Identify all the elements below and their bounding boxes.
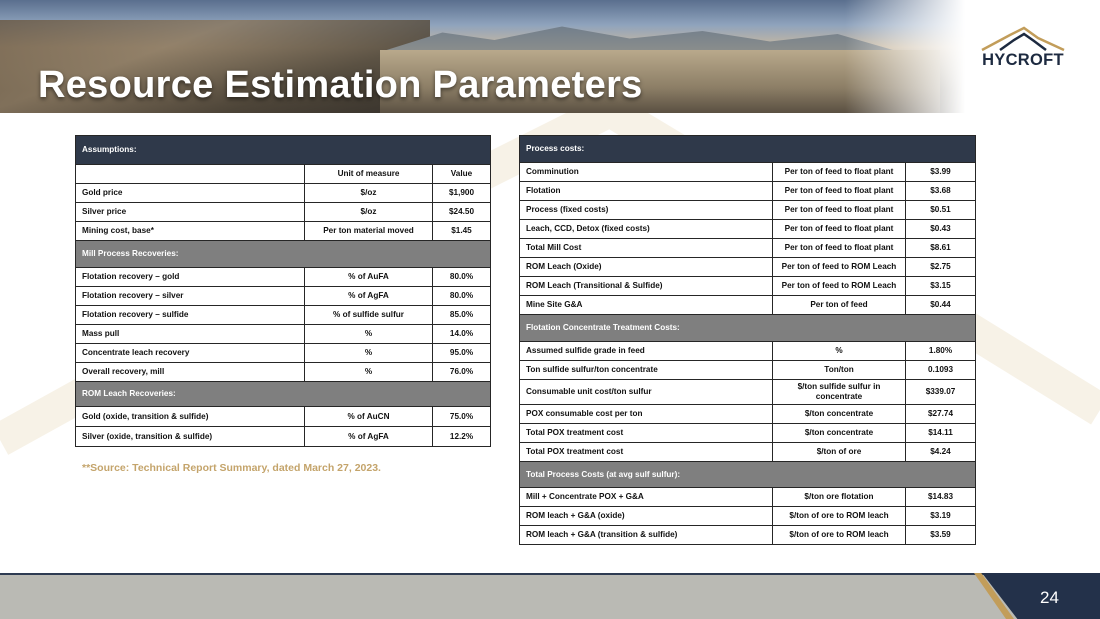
row-value: 80.0% bbox=[433, 287, 491, 306]
row-value: $1.45 bbox=[433, 222, 491, 241]
row-unit: $/ton concentrate bbox=[773, 424, 906, 443]
row-label: Mine Site G&A bbox=[520, 296, 773, 315]
row-unit: Per ton of feed to ROM Leach bbox=[773, 277, 906, 296]
mill-recoveries-header: Mill Process Recoveries: bbox=[76, 241, 491, 268]
row-label: Flotation recovery – sulfide bbox=[76, 306, 305, 325]
mountain-range-image bbox=[380, 22, 900, 52]
column-header-value: Value bbox=[433, 165, 491, 184]
row-unit: Per ton of feed to float plant bbox=[773, 163, 906, 182]
row-label: Silver price bbox=[76, 203, 305, 222]
row-unit: $/ton of ore bbox=[773, 443, 906, 462]
row-label: Comminution bbox=[520, 163, 773, 182]
process-costs-table bbox=[519, 135, 976, 545]
row-unit: $/ton concentrate bbox=[773, 405, 906, 424]
row-unit: $/oz bbox=[305, 203, 433, 222]
rom-recoveries-header: ROM Leach Recoveries: bbox=[76, 382, 491, 407]
table-row bbox=[76, 407, 491, 427]
row-unit: % bbox=[305, 344, 433, 363]
table-row bbox=[76, 222, 491, 241]
row-value: 75.0% bbox=[433, 407, 491, 427]
row-unit: % of AuFA bbox=[305, 268, 433, 287]
row-value: $8.61 bbox=[906, 239, 976, 258]
row-unit: % of AgFA bbox=[305, 287, 433, 306]
row-unit: Per ton of feed bbox=[773, 296, 906, 315]
hycroft-logo bbox=[980, 26, 1066, 74]
row-unit: % of sulfide sulfur bbox=[305, 306, 433, 325]
footer-divider bbox=[0, 573, 1100, 575]
table-row bbox=[76, 287, 491, 306]
flotation-costs-header: Flotation Concentrate Treatment Costs: bbox=[520, 315, 976, 342]
row-label: Mass pull bbox=[76, 325, 305, 344]
table-row bbox=[520, 424, 976, 443]
table-row bbox=[76, 363, 491, 382]
table-row bbox=[520, 342, 976, 361]
source-footnote: **Source: Technical Report Summary, dated March 27, 2023. bbox=[82, 462, 381, 474]
row-value: $0.44 bbox=[906, 296, 976, 315]
table-row bbox=[520, 361, 976, 380]
row-unit: Ton/ton bbox=[773, 361, 906, 380]
row-unit: % bbox=[305, 363, 433, 382]
row-value: $24.50 bbox=[433, 203, 491, 222]
row-unit: Per ton of feed to float plant bbox=[773, 201, 906, 220]
table-row bbox=[520, 443, 976, 462]
row-unit: % of AgFA bbox=[305, 427, 433, 447]
row-label: Flotation bbox=[520, 182, 773, 201]
table-row bbox=[76, 344, 491, 363]
row-label: Consumable unit cost/ton sulfur bbox=[520, 380, 773, 405]
slide-title: Resource Estimation Parameters bbox=[38, 64, 643, 106]
row-value: 76.0% bbox=[433, 363, 491, 382]
row-value: $3.15 bbox=[906, 277, 976, 296]
row-unit: % of AuCN bbox=[305, 407, 433, 427]
mountain-logo-icon bbox=[980, 26, 1066, 52]
row-label: Total POX treatment cost bbox=[520, 443, 773, 462]
total-process-costs-header: Total Process Costs (at avg sulf sulfur): bbox=[520, 462, 976, 488]
row-label: Total POX treatment cost bbox=[520, 424, 773, 443]
row-label: ROM leach + G&A (oxide) bbox=[520, 507, 773, 526]
row-value: $14.11 bbox=[906, 424, 976, 443]
row-label: ROM Leach (Oxide) bbox=[520, 258, 773, 277]
row-label: Gold (oxide, transition & sulfide) bbox=[76, 407, 305, 427]
logo-wordmark: HYCROFT bbox=[982, 51, 1064, 69]
table-row bbox=[520, 201, 976, 220]
row-label: Overall recovery, mill bbox=[76, 363, 305, 382]
table-row bbox=[520, 488, 976, 507]
row-unit: Per ton of feed to float plant bbox=[773, 220, 906, 239]
row-label: Assumed sulfide grade in feed bbox=[520, 342, 773, 361]
table-row bbox=[76, 306, 491, 325]
row-label: Mill + Concentrate POX + G&A bbox=[520, 488, 773, 507]
table-row bbox=[520, 220, 976, 239]
row-unit: % bbox=[773, 342, 906, 361]
row-value: $2.75 bbox=[906, 258, 976, 277]
row-value: $14.83 bbox=[906, 488, 976, 507]
row-label: Process (fixed costs) bbox=[520, 201, 773, 220]
row-label: Silver (oxide, transition & sulfide) bbox=[76, 427, 305, 447]
row-label: Flotation recovery – silver bbox=[76, 287, 305, 306]
table-row bbox=[520, 380, 976, 405]
row-value: 12.2% bbox=[433, 427, 491, 447]
row-value: $339.07 bbox=[906, 380, 976, 405]
footer-bar bbox=[0, 573, 1100, 619]
table-row bbox=[520, 405, 976, 424]
row-label: Gold price bbox=[76, 184, 305, 203]
row-value: 85.0% bbox=[433, 306, 491, 325]
row-value: $3.19 bbox=[906, 507, 976, 526]
row-value: $27.74 bbox=[906, 405, 976, 424]
table-row bbox=[520, 239, 976, 258]
table-row bbox=[76, 325, 491, 344]
row-unit: % bbox=[305, 325, 433, 344]
row-value: $3.68 bbox=[906, 182, 976, 201]
row-label: Flotation recovery – gold bbox=[76, 268, 305, 287]
row-value: $0.43 bbox=[906, 220, 976, 239]
row-unit: Per ton of feed to float plant bbox=[773, 182, 906, 201]
row-value: 0.1093 bbox=[906, 361, 976, 380]
row-unit: $/ton of ore to ROM leach bbox=[773, 526, 906, 545]
table-row bbox=[76, 427, 491, 447]
row-label: Total Mill Cost bbox=[520, 239, 773, 258]
row-value: $1,900 bbox=[433, 184, 491, 203]
row-label: Concentrate leach recovery bbox=[76, 344, 305, 363]
page-number: 24 bbox=[1040, 588, 1059, 607]
table-row bbox=[520, 182, 976, 201]
row-value: $3.99 bbox=[906, 163, 976, 182]
row-value: 95.0% bbox=[433, 344, 491, 363]
row-unit: Per ton of feed to ROM Leach bbox=[773, 258, 906, 277]
row-label: ROM Leach (Transitional & Sulfide) bbox=[520, 277, 773, 296]
table-row bbox=[76, 184, 491, 203]
table-row bbox=[520, 277, 976, 296]
table-row bbox=[76, 203, 491, 222]
row-unit: $/ton ore flotation bbox=[773, 488, 906, 507]
row-unit: $/ton sulfide sulfur in concentrate bbox=[773, 380, 906, 405]
table-row bbox=[520, 296, 976, 315]
table-row bbox=[520, 258, 976, 277]
blank-header-cell bbox=[76, 165, 305, 184]
row-unit: Per ton of feed to float plant bbox=[773, 239, 906, 258]
table-row bbox=[76, 268, 491, 287]
row-unit: $/oz bbox=[305, 184, 433, 203]
row-label: Ton sulfide sulfur/ton concentrate bbox=[520, 361, 773, 380]
row-value: 1.80% bbox=[906, 342, 976, 361]
row-value: $0.51 bbox=[906, 201, 976, 220]
table-row bbox=[520, 163, 976, 182]
table-row bbox=[520, 507, 976, 526]
row-label: POX consumable cost per ton bbox=[520, 405, 773, 424]
row-label: Leach, CCD, Detox (fixed costs) bbox=[520, 220, 773, 239]
row-value: $4.24 bbox=[906, 443, 976, 462]
assumptions-table bbox=[75, 135, 491, 447]
process-costs-header: Process costs: bbox=[520, 136, 976, 163]
row-value: 80.0% bbox=[433, 268, 491, 287]
row-unit: $/ton of ore to ROM leach bbox=[773, 507, 906, 526]
table-row bbox=[520, 526, 976, 545]
row-value: 14.0% bbox=[433, 325, 491, 344]
column-header-unit: Unit of measure bbox=[305, 165, 433, 184]
row-label: Mining cost, base* bbox=[76, 222, 305, 241]
assumptions-header: Assumptions: bbox=[76, 136, 491, 165]
row-value: $3.59 bbox=[906, 526, 976, 545]
row-label: ROM leach + G&A (transition & sulfide) bbox=[520, 526, 773, 545]
row-unit: Per ton material moved bbox=[305, 222, 433, 241]
